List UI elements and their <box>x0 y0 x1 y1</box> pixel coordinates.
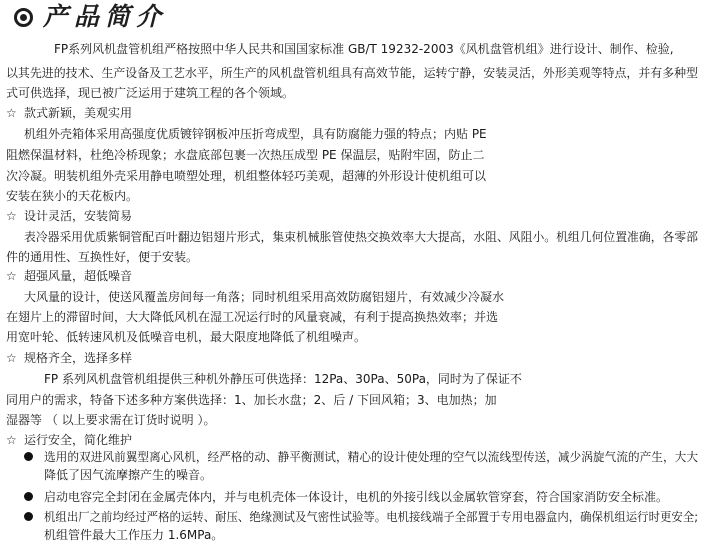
section-line: 机组外壳箱体采用高强度优质镀锌钢板冲压折弯成型，具有防腐能力强的特点；内贴 PE <box>24 127 487 141</box>
bullet-line: 启动电容完全封闭在金属壳体内，并与电机壳体一体设计，电机的外接引线以金属软管穿套，符合国家消防安全标准。 <box>44 490 669 504</box>
bullet-line: 机组出厂之前均经过严格的运转、耐压、绝缘测试及气密性试验等。电机接线端子全部置于专用电器盒内，确保机组运行时更安全; <box>44 510 699 524</box>
bullet-line: 机组管件最大工作压力 1.6MPa。 <box>44 528 224 542</box>
bullet-dot-icon <box>24 452 33 461</box>
circle-dot-icon <box>14 8 33 27</box>
section-line: 阻燃保温材料，杜绝冷桥现象；水盘底部包裹一次热压成型 PE 保温层，贴附牢固，防止二 <box>6 148 485 162</box>
bullet-line: 降低了因气流摩擦产生的噪音。 <box>44 468 213 482</box>
star-icon: ☆ <box>6 433 17 447</box>
star-icon: ☆ <box>6 106 17 120</box>
star-icon: ☆ <box>6 351 17 365</box>
intro-line: 以其先进的技术、生产设备及工艺水平，所生产的风机盘管机组具有高效节能，运转宁静，安装灵活，外形美观等特点，并有多种型 <box>6 66 699 80</box>
section-title: 款式新颖，美观实用 <box>24 106 133 120</box>
section-title: 超强风量，超低噪音 <box>24 269 133 283</box>
section-line: 湿器等 （ 以上要求需在订货时说明 ）。 <box>6 413 216 427</box>
section-line: 在翅片上的滞留时间，大大降低风机在湿工况运行时的风量衰减，有利于提高换热效率；并选 <box>6 310 499 324</box>
page-title: 产品简介 <box>43 2 168 31</box>
section-line: 用宽叶轮、低转速风机及低噪音电机，最大限度地降低了机组噪声。 <box>6 330 367 344</box>
star-icon: ☆ <box>6 209 17 223</box>
section-line: 次冷凝。明装机组外壳采用静电喷塑处理，机组整体轻巧美观，超薄的外形设计使机组可以 <box>6 169 487 183</box>
section-line: 件的通用性、互换性好，便于安装。 <box>6 250 199 264</box>
bullet-dot-icon <box>24 512 33 521</box>
intro-line: 式可供选择，现已被广泛运用于建筑工程的各个领域。 <box>6 86 295 100</box>
intro-line: FP系列风机盘管机组严格按照中华人民共和国国家标准 GB/T 19232-2003《风机盘管机组》进行设计、制作、检验, <box>54 42 674 56</box>
section-title: 设计灵活，安装简易 <box>24 209 133 223</box>
section-line: 大风量的设计，使送风覆盖房间每一角落；同时机组采用高效防腐铝翅片，有效减少冷凝水 <box>24 290 505 304</box>
bullet-line: 选用的双进风前翼型离心风机，经严格的动、静平衡测试，精心的设计使处理的空气以流线型传送，减少涡旋气流的产生，大大 <box>44 450 699 464</box>
section-title: 规格齐全，选择多样 <box>24 351 133 365</box>
star-icon: ☆ <box>6 269 17 283</box>
section-heading <box>14 2 167 32</box>
bullet-dot-icon <box>24 492 33 501</box>
section-line: 安装在狭小的天花板内。 <box>6 189 139 203</box>
section-title: 运行安全，简化维护 <box>24 433 133 447</box>
section-line: FP 系列风机盘管机组提供三种机外静压可供选择：12Pa、30Pa、50Pa，同时为了保证不 <box>44 372 522 386</box>
section-line: 表冷器采用优质紫铜管配百叶翻边铝翅片形式，集束机械胀管使热交换效率大大提高，水阻、风阻小。机组几何位置准确，各零部 <box>24 230 699 244</box>
section-line: 同用户的需求，特备下述多种方案供选择：1、加长水盘；2、后 / 下回风箱；3、电加热；加 <box>6 393 497 407</box>
